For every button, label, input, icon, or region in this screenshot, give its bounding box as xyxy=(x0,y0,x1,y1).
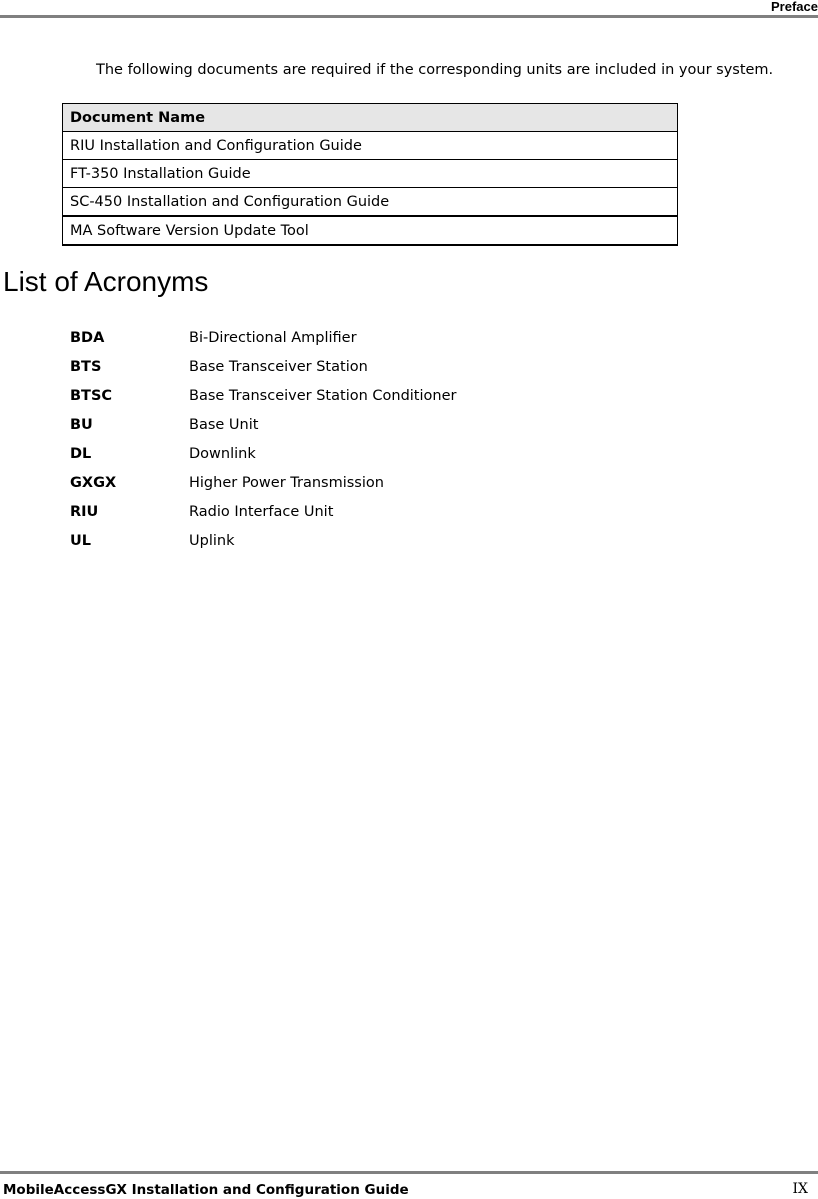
running-footer-title: MobileAccessGX Installation and Configuration Guide xyxy=(3,1182,409,1198)
acronym-definition: Radio Interface Unit xyxy=(189,504,334,520)
acronym-row xyxy=(70,354,670,383)
acronym-definition: Base Unit xyxy=(189,417,259,433)
section-title-acronyms: List of Acronyms xyxy=(3,266,209,297)
footer-rule xyxy=(0,1171,818,1174)
acronym-definition: Bi-Directional Amplifier xyxy=(189,330,357,346)
table-row xyxy=(63,188,678,217)
acronym-row xyxy=(70,499,670,528)
page-number: IX xyxy=(792,1181,808,1197)
acronym-definition: Base Transceiver Station xyxy=(189,359,368,375)
acronym-definition: Higher Power Transmission xyxy=(189,475,384,491)
table-cell-document: FT-350 Installation Guide xyxy=(63,160,678,188)
column-header-document-name: Document Name xyxy=(63,104,678,132)
acronym-definition: Uplink xyxy=(189,533,235,549)
acronym-row xyxy=(70,470,670,499)
acronym-row xyxy=(70,441,670,470)
acronym-definition: Downlink xyxy=(189,446,256,462)
acronym-row xyxy=(70,325,670,354)
acronym-term: GXGX xyxy=(70,475,117,491)
table-header-row xyxy=(63,104,678,132)
acronym-row xyxy=(70,383,670,412)
acronym-term: UL xyxy=(70,533,92,549)
table-row xyxy=(63,216,678,245)
intro-paragraph: The following documents are required if the corresponding units are included in your system. xyxy=(96,62,774,78)
acronym-term: BTS xyxy=(70,359,102,375)
header-rule xyxy=(0,15,818,18)
table-cell-document: RIU Installation and Configuration Guide xyxy=(63,132,678,160)
acronym-term: RIU xyxy=(70,504,99,520)
table-cell-document: SC-450 Installation and Configuration Guide xyxy=(63,188,678,217)
running-header-section: Preface xyxy=(771,0,818,14)
acronym-term: BTSC xyxy=(70,388,113,404)
acronym-term: BU xyxy=(70,417,93,433)
documents-table xyxy=(62,103,678,246)
acronym-row xyxy=(70,412,670,441)
acronym-row xyxy=(70,528,670,557)
table-cell-document: MA Software Version Update Tool xyxy=(63,216,678,245)
acronym-term: DL xyxy=(70,446,92,462)
acronym-list xyxy=(70,325,670,557)
table-row xyxy=(63,160,678,188)
table-row xyxy=(63,132,678,160)
acronym-term: BDA xyxy=(70,330,105,346)
acronym-definition: Base Transceiver Station Conditioner xyxy=(189,388,457,404)
